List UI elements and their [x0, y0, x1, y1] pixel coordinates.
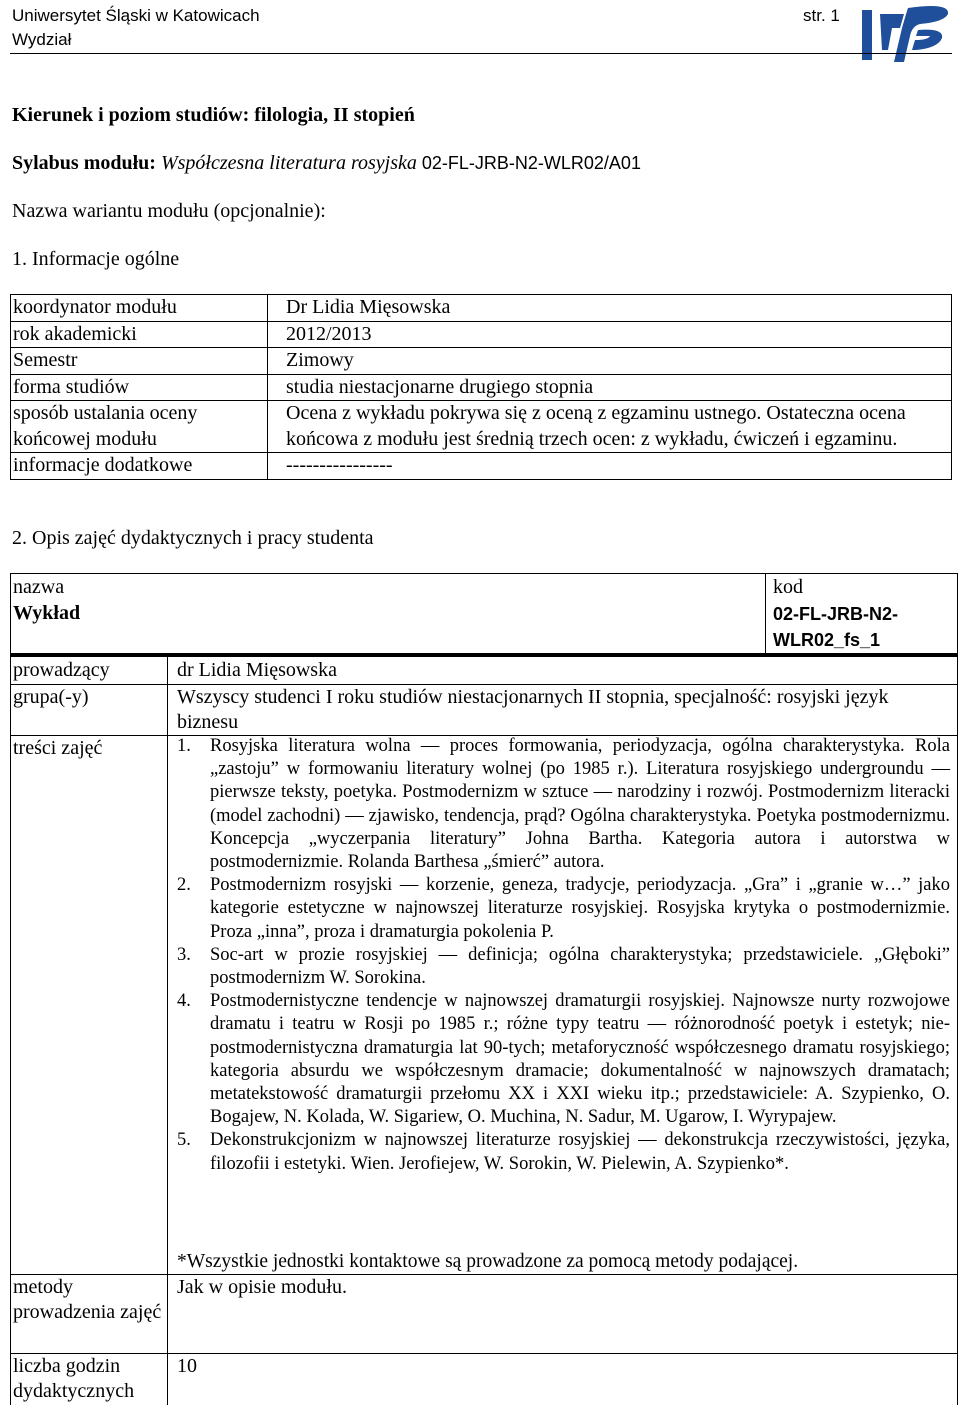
- section1-heading: 1. Informacje ogólne: [12, 248, 180, 270]
- row-key: forma studiów: [11, 374, 268, 401]
- table-row: [11, 321, 952, 348]
- code-value: 02-FL-JRB-N2-WLR02_fs_1: [773, 604, 899, 650]
- column-divider: [167, 657, 168, 1405]
- topics-list: [177, 735, 950, 1176]
- row-key: Semestr: [11, 348, 268, 375]
- row-value: studia niestacjonarne drugiego stopnia: [268, 374, 952, 401]
- table-row: [11, 295, 952, 322]
- general-info-table: [10, 294, 952, 480]
- header-rule: [10, 53, 952, 54]
- list-item: [177, 990, 950, 1129]
- faculty-name: Wydział: [12, 30, 72, 49]
- table-row: [11, 348, 952, 375]
- name-label: nazwa: [13, 576, 65, 598]
- topic-number: 3.: [177, 944, 191, 965]
- row-value: Zimowy: [268, 348, 952, 375]
- row-key: informacje dodatkowe: [11, 453, 268, 480]
- variant-line: Nazwa wariantu modułu (opcjonalnie):: [12, 200, 326, 222]
- topic-number: 5.: [177, 1130, 191, 1151]
- section2-heading: 2. Opis zajęć dydaktycznych i pracy studenta: [12, 527, 374, 549]
- table-row: [11, 374, 952, 401]
- group-value: Wszyscy studenci I roku studiów niestacjonarnych II stopnia, specjalność: rosyjski język biznesu: [177, 686, 889, 733]
- group-label: grupa(-y): [13, 686, 89, 708]
- topic-text: Postmodernistyczne tendencje w najnowszej dramaturgii rosyjskiej. Najnowsze nurty rozwojowe dramatu i teatru w Rosji po 1985 r.; różne typy teatru — różnorodność poetyk i estetyk; nie-postmodernistyczna dramaturgia lat 90-tych; metaforyczność współczesnego dramatu rosyjskiego; kategoria absurdu we współczesnym dramacie; dokumentalność w najnowszych dramatach; metatekstowość dramaturgii przełomu XX i XXI wieku itp.; przedstawiciele: A. Szypienko, O. Bogajew, N. Kolada, W. Sigariew, O. Muchina, N. Sadur, M. Ugarow, I. Wyrypajew.: [210, 991, 950, 1128]
- hours-value: 10: [177, 1355, 197, 1377]
- column-divider: [765, 574, 766, 653]
- page-number: str. 1: [803, 6, 840, 25]
- content-label: treści zajęć: [13, 737, 103, 759]
- footnote: *Wszystkie jednostki kontaktowe są prowadzone za pomocą metody podającej.: [177, 1251, 799, 1272]
- table-row: [11, 453, 952, 480]
- hours-label: liczba godzin dydaktycznych: [13, 1355, 135, 1402]
- topic-text: Rosyjska literatura wolna — proces formowania, periodyzacja, ogólna charakterystyka. Rola „zastoju” w formowaniu literatury wolnej (po 1985 r.). Literatura rosyjskiego undergroundu — pierwsze teksty, poetyka. Postmodernizm w sztuce — narodziny i rozwój. Postmodernizm literacki (model zachodni) — zjawisko, tendencja, prąd? Ogólna charakterystyka. Poetyka postmodernizmu. Koncepcja „wyczerpania literatury” Johna Bartha. Kategoria autora i autorstwa w postmodernizmie. Rolanda Barthesa „śmierć” autora.: [210, 736, 950, 873]
- topic-text: Dekonstrukcjonizm w najnowszej literaturze rosyjskiej — dekonstrukcja rzeczywistości, języka, filozofii i estetyki. Wien. Jerofiejew, W. Sorokin, W. Pielewin, A. Szypienko*.: [210, 1130, 950, 1174]
- row-key: sposób ustalania oceny końcowej modułu: [11, 401, 268, 453]
- topic-text: Postmodernizm rosyjski — korzenie, geneza, tradycje, periodyzacja. „Gra” i „granie w…” jako kategorie estetyczne w najnowszej literaturze rosyjskiej. Rosyjska krytyka o postmodernizmie. Proza „inna”, proza i dramaturgia pokolenia P.: [210, 875, 950, 942]
- course-header-table: [10, 573, 958, 653]
- page-header: [12, 4, 260, 52]
- program-line: Kierunek i poziom studiów: filologia, II stopień: [12, 104, 415, 126]
- university-logo: [858, 0, 950, 64]
- name-value: Wykład: [13, 602, 81, 624]
- row-value: Ocena z wykładu pokrywa się z oceną z egzaminu ustnego. Ostateczna ocena końcowa z modułu jest średnią trzech ocen: z wykładu, ćwiczeń i egzaminu.: [268, 401, 952, 453]
- list-item: [177, 874, 950, 944]
- course-details-table: [10, 657, 958, 1405]
- methods-value: Jak w opisie modułu.: [177, 1276, 347, 1298]
- university-name: Uniwersytet Śląski w Katowicach: [12, 6, 260, 25]
- list-item: [177, 735, 950, 874]
- row-value: 2012/2013: [268, 321, 952, 348]
- instructor-value: dr Lidia Mięsowska: [177, 659, 337, 681]
- row-key: koordynator modułu: [11, 295, 268, 322]
- methods-label: metody prowadzenia zajęć: [13, 1276, 162, 1323]
- topic-number: 2.: [177, 875, 191, 896]
- syllabus-title: Współczesna literatura rosyjska: [160, 152, 417, 174]
- row-value: Dr Lidia Mięsowska: [268, 295, 952, 322]
- syllabus-label: Sylabus modułu:: [12, 152, 161, 174]
- row-key: rok akademicki: [11, 321, 268, 348]
- list-item: [177, 944, 950, 990]
- row-value: ----------------: [268, 453, 952, 480]
- topic-text: Soc-art w prozie rosyjskiej — definicja; ogólna charakterystyka; przedstawiciele. „Głęboki” postmodernizm W. Sorokina.: [210, 944, 950, 989]
- table-row: [11, 401, 952, 453]
- topic-number: 1.: [177, 736, 191, 756]
- list-item: [177, 1129, 950, 1175]
- syllabus-code: 02-FL-JRB-N2-WLR02/A01: [421, 153, 641, 173]
- code-label: kod: [773, 576, 803, 598]
- syllabus-line: [12, 151, 641, 175]
- topic-number: 4.: [177, 991, 191, 1012]
- instructor-label: prowadzący: [13, 659, 110, 681]
